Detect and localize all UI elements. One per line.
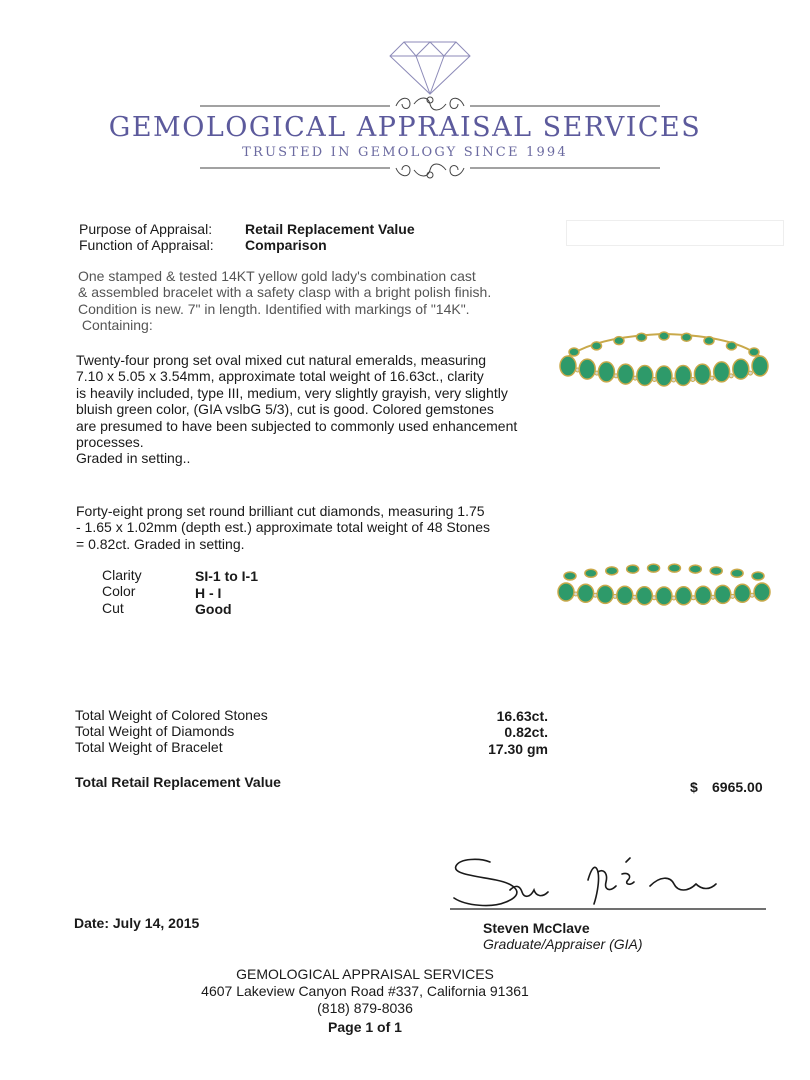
emerald-stone — [668, 564, 680, 572]
grade-value-cut: Good — [195, 601, 232, 617]
emerald-stone — [659, 332, 669, 340]
signature-image — [450, 850, 770, 920]
footer-company: GEMOLOGICAL APPRAISAL SERVICES — [236, 966, 494, 982]
diamond-description — [76, 503, 546, 552]
redacted-box — [566, 220, 784, 246]
emerald-stone — [714, 362, 730, 382]
appraiser-title: Graduate/Appraiser (GIA) — [483, 936, 643, 952]
emerald-stone — [597, 585, 613, 603]
emerald-stone — [569, 348, 579, 356]
emerald-stone — [578, 584, 594, 602]
emerald-stone — [618, 364, 634, 384]
total-label-colored: Total Weight of Colored Stones — [75, 707, 268, 723]
diamond-stone — [729, 374, 733, 378]
diamond-line: Forty-eight prong set round brilliant cut diamonds, measuring 1.75 — [76, 503, 485, 519]
footer-page-number: Page 1 of 1 — [328, 1019, 402, 1035]
diamond-stone — [748, 371, 752, 375]
emerald-stone — [579, 359, 595, 379]
letterhead — [0, 0, 810, 190]
emerald-line: Twenty-four prong set oval mixed cut natural emeralds, measuring — [76, 352, 487, 368]
date-label: Date: July 14, 2015 — [74, 915, 200, 931]
bracelet-image-top — [556, 318, 774, 400]
total-retail-amount: 6965.00 — [712, 779, 763, 795]
emerald-stone — [727, 342, 737, 350]
function-label: Function of Appraisal: — [79, 237, 214, 253]
diamond-stone — [691, 378, 695, 382]
emerald-stone — [637, 366, 653, 386]
emerald-stone — [675, 366, 691, 386]
emerald-stone — [749, 348, 759, 356]
description-line: & assembled bracelet with a safety clasp with a bright polish finish. — [78, 284, 492, 301]
diamond-stone — [710, 376, 714, 380]
diamond-icon — [388, 40, 472, 96]
emerald-stone — [656, 366, 672, 386]
appraiser-name: Steven McClave — [483, 920, 590, 936]
company-title: GEMOLOGICAL APPRAISAL SERVICES — [108, 112, 702, 143]
description-line: Containing: — [78, 317, 153, 334]
grade-value-color: H - I — [195, 585, 222, 601]
emerald-stone — [682, 333, 692, 341]
total-label-diamonds: Total Weight of Diamonds — [75, 723, 235, 739]
emerald-stone — [564, 572, 576, 580]
total-value-diamonds: 0.82ct. — [504, 724, 548, 740]
total-value-bracelet: 17.30 gm — [488, 741, 548, 757]
grade-label-cut: Cut — [102, 600, 124, 616]
ornament-top — [200, 94, 660, 112]
emerald-description — [76, 352, 546, 467]
total-value-colored: 16.63ct. — [496, 708, 548, 724]
emerald-stone — [585, 569, 597, 577]
company-tagline: TRUSTED IN GEMOLOGY SINCE 1994 — [242, 145, 568, 160]
bracelet-description — [78, 268, 538, 334]
emerald-stone — [617, 586, 633, 604]
emerald-stone — [560, 356, 576, 376]
diamond-line: = 0.82ct. Graded in setting. — [76, 535, 245, 552]
emerald-stone — [731, 569, 743, 577]
emerald-stone — [656, 587, 672, 605]
emerald-stone — [754, 583, 770, 601]
emerald-stone — [710, 567, 722, 575]
total-retail-currency: $ — [690, 779, 698, 795]
emerald-stone — [598, 362, 614, 382]
emerald-stone — [648, 564, 660, 572]
description-line: Condition is new. 7" in length. Identified with markings of "14K". — [78, 300, 470, 317]
description-line: One stamped & tested 14KT yellow gold lady's combination cast — [78, 268, 476, 284]
diamond-line: - 1.65 x 1.02mm (depth est.) approximate total weight of 48 Stones — [76, 519, 490, 536]
emerald-stone — [558, 583, 574, 601]
emerald-stone — [704, 337, 714, 345]
footer-phone: (818) 879-8036 — [317, 1000, 413, 1016]
grade-value-clarity: SI-1 to I-1 — [195, 568, 259, 584]
grade-label-color: Color — [102, 583, 136, 599]
purpose-label: Purpose of Appraisal: — [79, 221, 213, 237]
emerald-line: 7.10 x 5.05 x 3.54mm, approximate total weight of 16.63ct., clarity — [76, 368, 484, 385]
emerald-line: Graded in setting.. — [76, 450, 191, 467]
emerald-stone — [715, 585, 731, 603]
emerald-line: processes. — [76, 434, 144, 451]
emerald-stone — [614, 337, 624, 345]
emerald-stone — [627, 565, 639, 573]
emerald-stone — [752, 572, 764, 580]
total-retail-label: Total Retail Replacement Value — [75, 774, 281, 790]
bracelet-image-bottom — [556, 558, 774, 618]
emerald-stone — [695, 586, 711, 604]
footer-address: 4607 Lakeview Canyon Road #337, California 91361 — [201, 983, 529, 999]
function-value: Comparison — [245, 237, 327, 253]
purpose-value: Retail Replacement Value — [245, 221, 415, 237]
total-label-bracelet: Total Weight of Bracelet — [75, 739, 223, 755]
emerald-stone — [606, 567, 618, 575]
emerald-stone — [733, 359, 749, 379]
ornament-bottom — [200, 160, 660, 182]
emerald-line: is heavily included, type III, medium, very slightly grayish, very slightly — [76, 384, 508, 401]
emerald-stone — [636, 587, 652, 605]
grade-label-clarity: Clarity — [102, 567, 142, 583]
emerald-stone — [689, 565, 701, 573]
emerald-stone — [694, 364, 710, 384]
emerald-line: bluish green color, (GIA vslbG 5/3), cut is good. Colored gemstones — [76, 401, 494, 418]
emerald-stone — [592, 342, 602, 350]
emerald-stone — [637, 333, 647, 341]
emerald-stone — [752, 356, 768, 376]
emerald-line: are presumed to have been subjected to commonly used enhancement — [76, 417, 518, 434]
emerald-stone — [676, 587, 692, 605]
emerald-stone — [734, 584, 750, 602]
